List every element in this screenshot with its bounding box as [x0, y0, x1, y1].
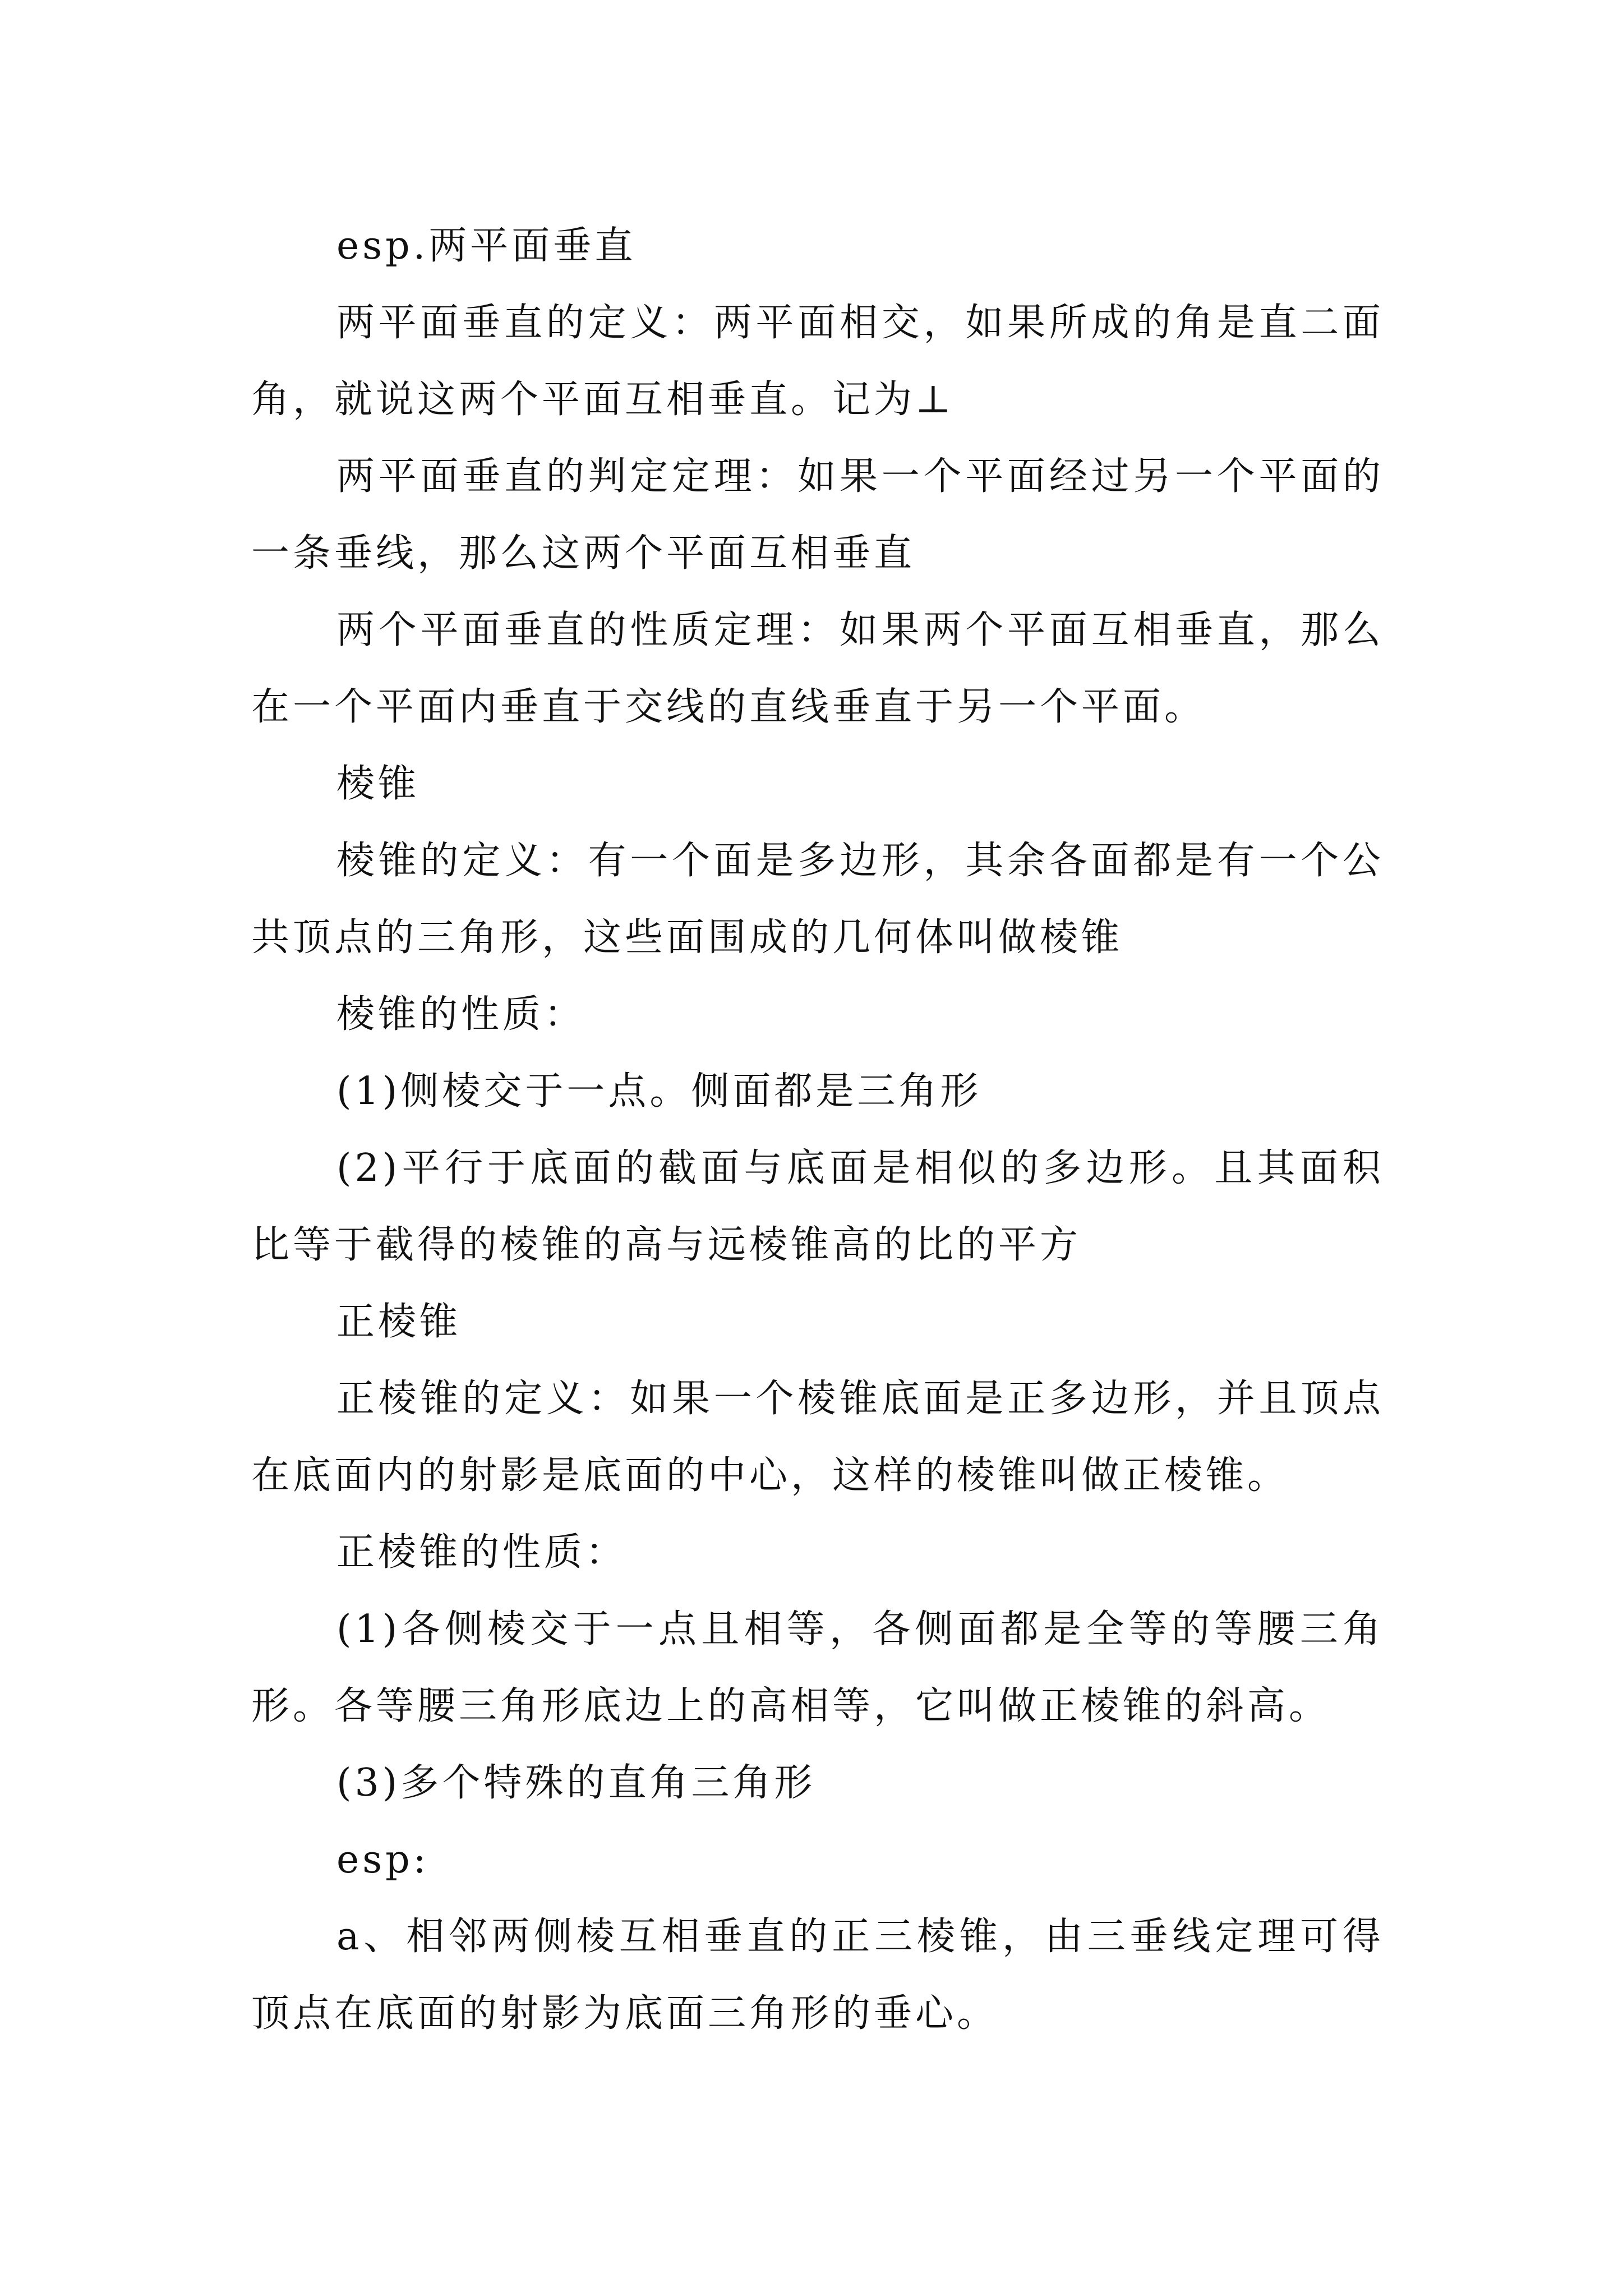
heading-regular-pyramid: 正棱锥 [336, 1300, 462, 1344]
regular-pyramid-property-3: (3)多个特殊的直角三角形 [336, 1761, 816, 1805]
heading-pyramid: 棱锥 [336, 762, 420, 806]
theorem-plane-perpendicular-criterion: 两平面垂直的判定定理：如果一个平面经过另一个平面的一条垂线，那么这两个平面互相垂直 [251, 454, 1384, 576]
definition-regular-pyramid: 正棱锥的定义：如果一个棱锥底面是正多边形，并且顶点在底面内的射影是底面的中心，这样的棱锥叫做正棱锥。 [251, 1377, 1384, 1498]
example-a: a、相邻两侧棱互相垂直的正三棱锥，由三垂线定理可得顶点在底面的射影为底面三角形的垂心。 [251, 1915, 1384, 2036]
definition-plane-perpendicular: 两平面垂直的定义：两平面相交，如果所成的角是直二面角，就说这两个平面互相垂直。记为⊥ [251, 301, 1384, 422]
heading-pyramid-properties: 棱锥的性质： [336, 992, 586, 1037]
pyramid-property-1: (1)侧棱交于一点。侧面都是三角形 [336, 1069, 982, 1114]
heading-regular-pyramid-properties: 正棱锥的性质： [336, 1530, 628, 1575]
pyramid-property-2: (2)平行于底面的截面与底面是相似的多边形。且其面积比等于截得的棱锥的高与远棱锥高的比的平方 [251, 1146, 1384, 1267]
heading-plane-perpendicular: esp.两平面垂直 [336, 224, 637, 268]
regular-pyramid-property-1: (1)各侧棱交于一点且相等，各侧面都是全等的等腰三角形。各等腰三角形底边上的高相等，它叫做正棱锥的斜高。 [251, 1607, 1384, 1728]
definition-pyramid: 棱锥的定义：有一个面是多边形，其余各面都是有一个公共顶点的三角形，这些面围成的几何体叫做棱锥 [251, 839, 1384, 960]
document-body [251, 208, 1384, 2052]
theorem-plane-perpendicular-property: 两个平面垂直的性质定理：如果两个平面互相垂直，那么在一个平面内垂直于交线的直线垂直于另一个平面。 [251, 608, 1384, 729]
heading-esp: esp: [336, 1838, 430, 1882]
